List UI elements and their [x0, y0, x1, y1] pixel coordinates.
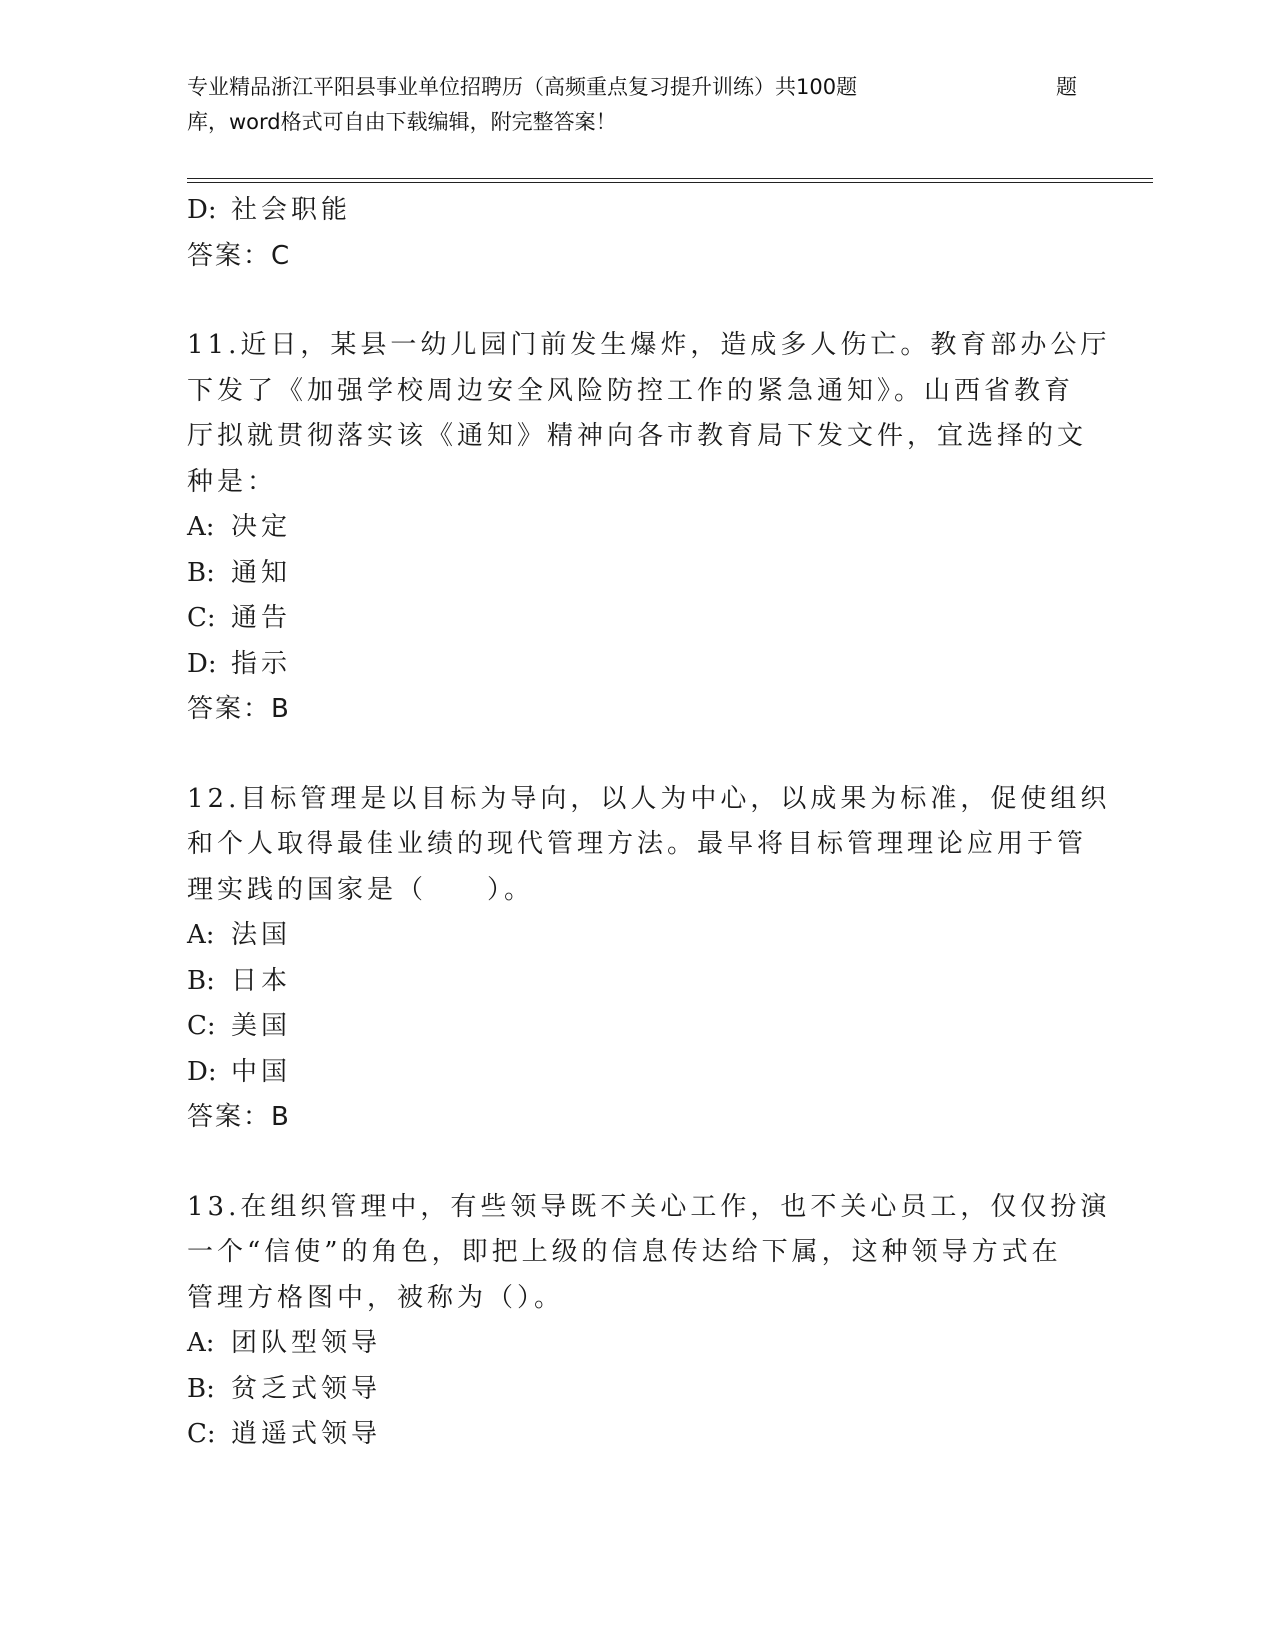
option-text: 通告	[231, 603, 292, 633]
option-d-previous	[187, 188, 1087, 234]
spacer	[187, 1141, 1087, 1185]
option-c	[187, 1004, 1087, 1050]
question-line: 管理方格图中，被称为（）。	[187, 1282, 565, 1313]
header-title-tail: 题	[1056, 75, 1077, 99]
header-divider-top	[187, 178, 1153, 179]
answer: 答案：B	[187, 694, 291, 724]
question-line: 厅拟就贯彻落实该《通知》精神向各市教育局下发文件，宜选择的文	[187, 421, 1088, 451]
option-key: C:	[187, 1419, 216, 1449]
option-c	[187, 1412, 1087, 1458]
question-line: 13.在组织管理中，有些领导既不关心工作，也不关心员工，仅仅扮演	[187, 1191, 1111, 1222]
question-text	[187, 323, 1111, 505]
option-key: D:	[187, 1056, 217, 1087]
option-key: B:	[187, 1373, 215, 1404]
option-text: 指示	[231, 648, 292, 679]
question-line: 理实践的国家是（ ）。	[187, 874, 535, 905]
option-key: A:	[187, 512, 215, 542]
question-line: 种是：	[187, 466, 278, 497]
option-a	[187, 913, 1087, 959]
option-key: A:	[187, 920, 215, 950]
option-d	[187, 642, 1087, 688]
question-line: 下发了《加强学校周边安全风险防控工作的紧急通知》。山西省教育	[187, 375, 1075, 406]
option-d	[187, 1050, 1087, 1096]
option-key: C:	[187, 603, 216, 633]
answer: 答案：B	[187, 1102, 291, 1132]
option-key: D:	[187, 195, 217, 225]
option-text: 贫乏式领导	[231, 1373, 382, 1404]
question-line: 一个“信使”的角色，即把上级的信息传达给下属，这种领导方式在	[187, 1237, 1062, 1267]
question-text	[187, 777, 1111, 914]
question-line: 12.目标管理是以目标为导向，以人为中心，以成果为标准，促使组织	[187, 783, 1111, 814]
question-text	[187, 1185, 1111, 1322]
header-title-line-2: 库，word格式可自由下载编辑，附完整答案！	[187, 110, 617, 134]
question-line: 11.近日，某县一幼儿园门前发生爆炸，造成多人伤亡。教育部办公厅	[187, 330, 1111, 360]
option-text: 日本	[231, 965, 292, 996]
option-text: 逍遥式领导	[231, 1419, 382, 1449]
option-text: 通知	[231, 557, 292, 588]
spacer	[187, 279, 1087, 323]
option-key: D:	[187, 648, 217, 679]
option-text: 中国	[231, 1056, 292, 1087]
answer-previous: 答案：C	[187, 240, 292, 271]
option-text: 团队型领导	[231, 1328, 382, 1358]
question-11	[187, 323, 1111, 733]
question-12	[187, 777, 1111, 1141]
option-text: 决定	[231, 512, 292, 542]
option-b	[187, 551, 1087, 597]
option-key: C:	[187, 1011, 216, 1041]
option-a	[187, 1321, 1087, 1367]
option-key: A:	[187, 1328, 215, 1358]
option-text: 社会职能	[231, 195, 352, 225]
question-13	[187, 1185, 1111, 1458]
option-a	[187, 505, 1087, 551]
header-title-line-1: 专业精品浙江平阳县事业单位招聘历（高频重点复习提升训练）共100题	[187, 75, 858, 99]
option-text: 法国	[231, 920, 292, 950]
option-b	[187, 1367, 1087, 1413]
option-key: B:	[187, 557, 215, 588]
option-text: 美国	[231, 1011, 292, 1041]
option-c	[187, 596, 1087, 642]
header-divider-bottom	[187, 182, 1153, 183]
option-key: B:	[187, 965, 215, 996]
question-line: 和个人取得最佳业绩的现代管理方法。最早将目标管理理论应用于管	[187, 829, 1088, 859]
spacer	[187, 733, 1087, 777]
page-header	[187, 70, 1087, 140]
option-b	[187, 959, 1087, 1005]
document-body	[187, 188, 1111, 1458]
